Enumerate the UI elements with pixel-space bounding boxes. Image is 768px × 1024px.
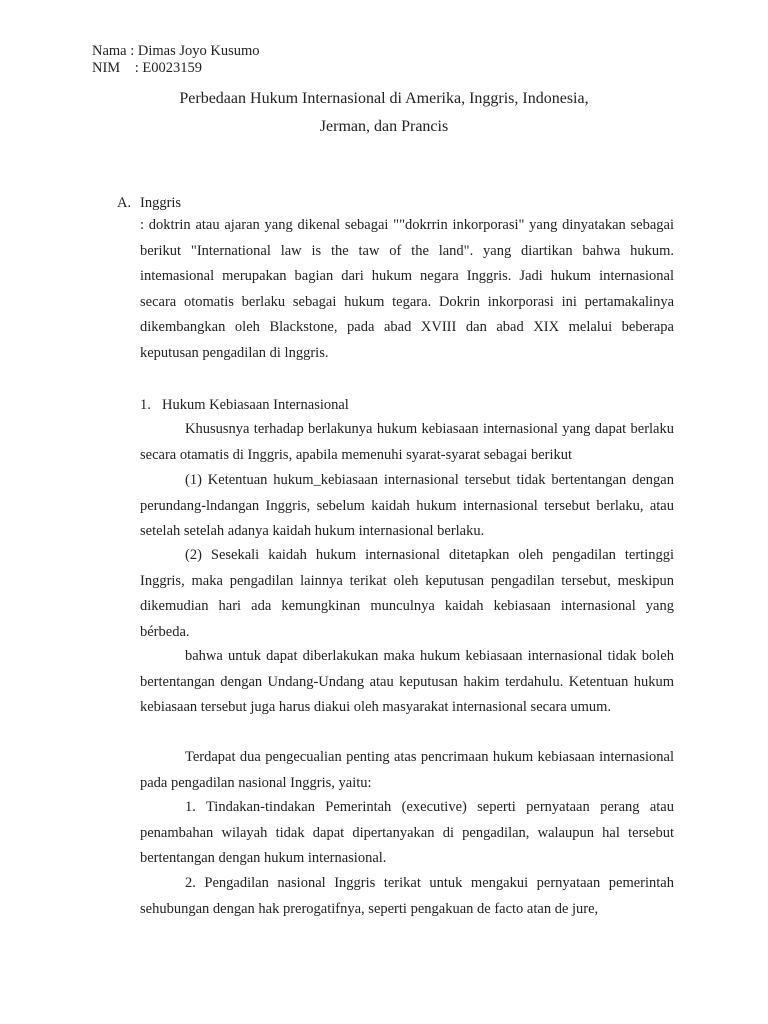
section-a-marker: A. (117, 195, 132, 211)
document-title-line-2: Jerman, dan Prancis (319, 118, 449, 135)
student-name: Nama : Dimas Joyo Kusumo (92, 43, 260, 59)
subsection-1-marker: 1. (140, 397, 151, 413)
paragraph-condition-2: (2) Sesekali kaidah hukum internasional ditetapkan oleh pengadilan tertinggi Inggris, maka pengadilan lainnya terikat oleh keputusan pengadilan tersebut, meskipun dikemudian hari ada kemungkinan munculnya kaidah kebiasaan internasional yang bérbeda. (140, 547, 674, 640)
section-a-heading: Inggris (140, 195, 182, 211)
paragraph-condition-1: (1) Ketentuan hukum_kebiasaan internasional tersebut tidak bertentangan dengan perundang-lndangan Inggris, sebelum kaidah hukum internasional tersebut berlaku, atau setelah setelah adanya kaidah hukum internasional berlaku. (140, 472, 674, 539)
document-title-line-1: Perbedaan Hukum Internasional di Amerika, Inggris, Indonesia, (179, 90, 589, 107)
subsection-1-heading: Hukum Kebiasaan Internasional (162, 397, 349, 413)
paragraph-exception-1: 1. Tindakan-tindakan Pemerintah (executive) seperti pernyataan perang atau penambahan wilayah tidak dapat dipertanyakan di pengadilan, walaupun hal tersebut bertentangan dengan hukum internasional. (140, 799, 674, 866)
student-nim: NIM : E0023159 (92, 60, 202, 76)
paragraph-requirements: bahwa untuk dapat diberlakukan maka hukum kebiasaan internasional tidak boleh bertentangan dengan Undang-Undang atau keputusan hakim terdahulu. Ketentuan hukum kebiasaan tersebut juga harus diakui oleh masyarakat internasional secara umum. (140, 648, 674, 715)
paragraph-exception-2: 2. Pengadilan nasional Inggris terikat untuk mengakui pernyataan pemerintah sehubungan dengan hak prerogatifnya, seperti pengakuan de facto atan de jure, (140, 875, 674, 917)
paragraph-intro: Khususnya terhadap berlakunya hukum kebiasaan internasional yang dapat berlaku secara otamatis di Inggris, apabila memenuhi syarat-syarat sebagai berikut (140, 421, 674, 463)
section-a-paragraph: : doktrin atau ajaran yang dikenal sebagai ""dokrrin inkorporasi" yang dinyatakan sebagai berikut "International law is the taw of the land". yang diartikan bahwa hukum. intemasional merupakan bagian dari hukum negara Inggris. Jadi hukum internasional secara otomatis berlaku sebagai hukum tegara. Dokrin inkorporasi ini pertamakalinya dikembangkan oleh Blackstone, pada abad XVIII dan abad XIX melalui beberapa keputusan pengadilan di lnggris. (140, 217, 674, 361)
paragraph-exceptions-intro: Terdapat dua pengecualian penting atas pencrimaan hukum kebiasaan internasional pada pengadilan nasional Inggris, yaitu: (140, 749, 674, 791)
